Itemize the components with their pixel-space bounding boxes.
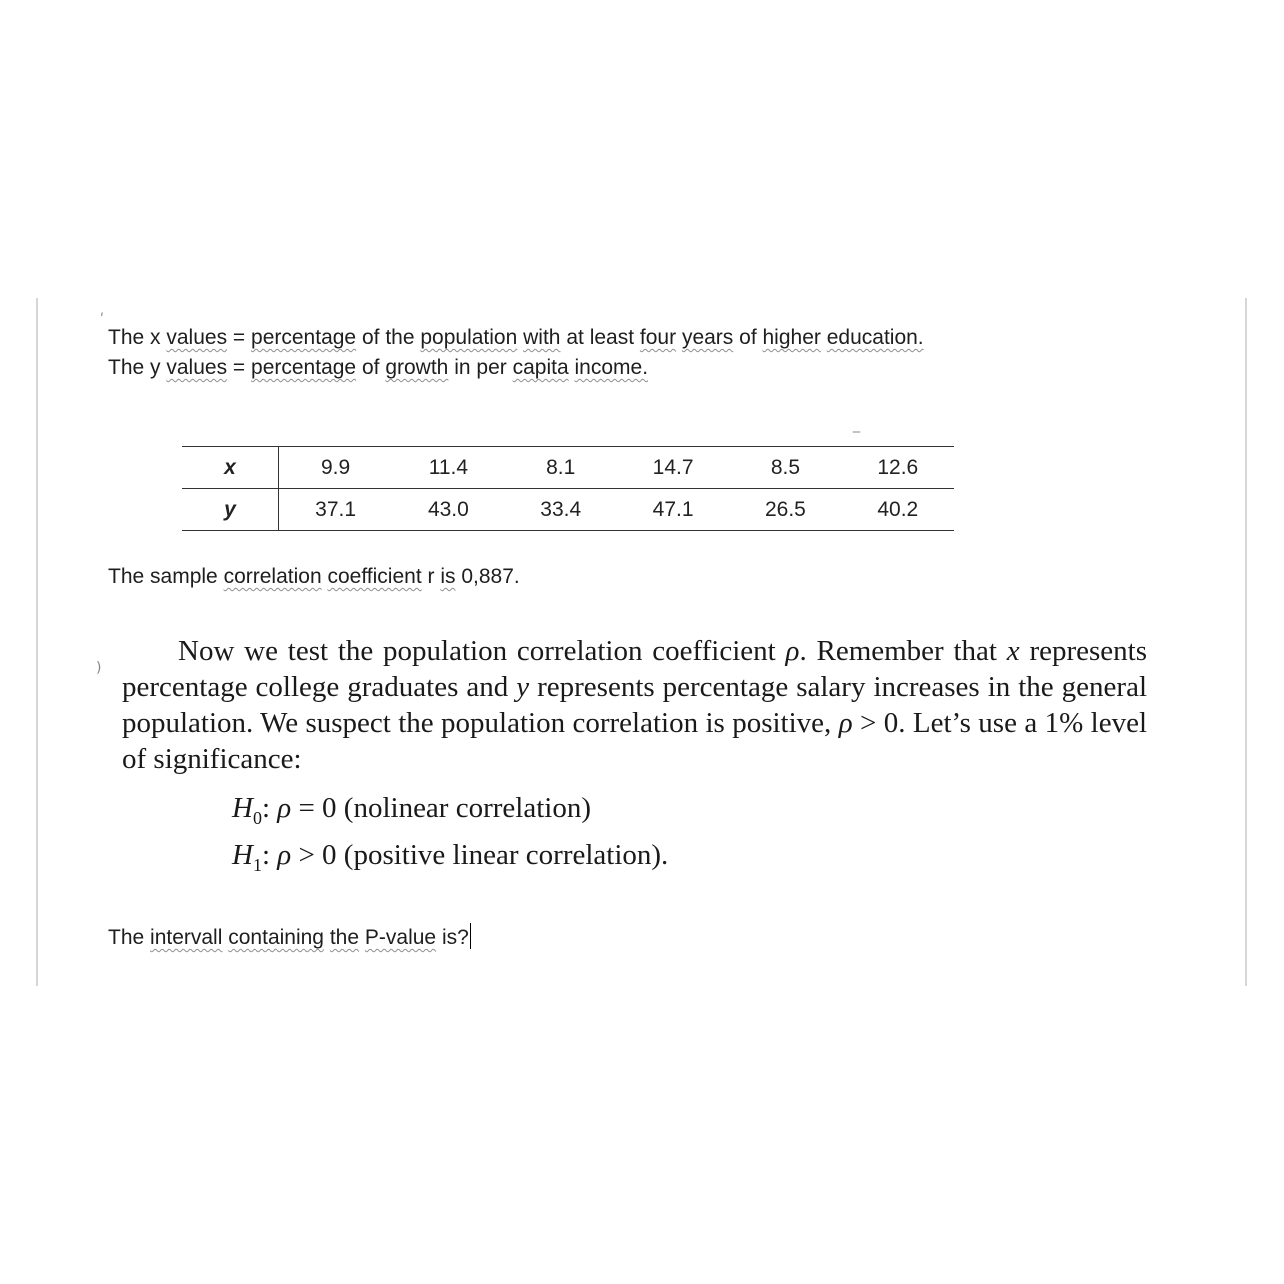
null-hypothesis: $H_0$: ρ = 0 (nolinear correlation)	[232, 792, 591, 828]
x-value-cell: 12.6	[842, 447, 954, 489]
correlation-statement[interactable]: The sample correlation coefficient r is 0,887.	[108, 565, 520, 588]
stray-mark: )	[96, 660, 102, 676]
x-value-cell: 9.9	[279, 447, 393, 489]
page-border-right	[1245, 298, 1247, 986]
x-value-cell: 11.4	[392, 447, 504, 489]
table-row-x	[182, 447, 954, 489]
stray-mark: ʹ	[100, 312, 104, 328]
y-value-cell: 43.0	[392, 489, 504, 531]
y-header: y	[182, 489, 279, 531]
page-border-left	[36, 298, 38, 986]
y-value-cell: 37.1	[279, 489, 393, 531]
y-value-cell: 40.2	[842, 489, 954, 531]
stray-mark: ‒	[852, 424, 861, 440]
alternative-hypothesis: $H_1$: ρ > 0 (positive linear correlation).	[232, 839, 669, 875]
x-values-description[interactable]: The x values = percentage of the population with at least four years of higher education.	[108, 326, 924, 349]
y-value-cell: 47.1	[617, 489, 729, 531]
x-header: x	[182, 447, 279, 489]
y-values-description[interactable]: The y values = percentage of growth in per capita income.	[108, 356, 649, 379]
table-row-y	[182, 489, 954, 531]
textbook-paragraph: Now we test the population correlation coefficient ρ. Remember that x represents percentage college graduates and y represents percentage salary increases in the general population. We suspect the population correlation is positive, ρ > 0. Let’s use a 1% level of significance:	[122, 635, 1148, 775]
x-value-cell: 8.5	[729, 447, 841, 489]
y-value-cell: 33.4	[505, 489, 617, 531]
question-text[interactable]: The intervall containing the P-value is?	[108, 923, 471, 950]
x-value-cell: 14.7	[617, 447, 729, 489]
data-table	[182, 446, 954, 531]
text-cursor	[470, 923, 471, 949]
x-value-cell: 8.1	[505, 447, 617, 489]
y-value-cell: 26.5	[729, 489, 841, 531]
